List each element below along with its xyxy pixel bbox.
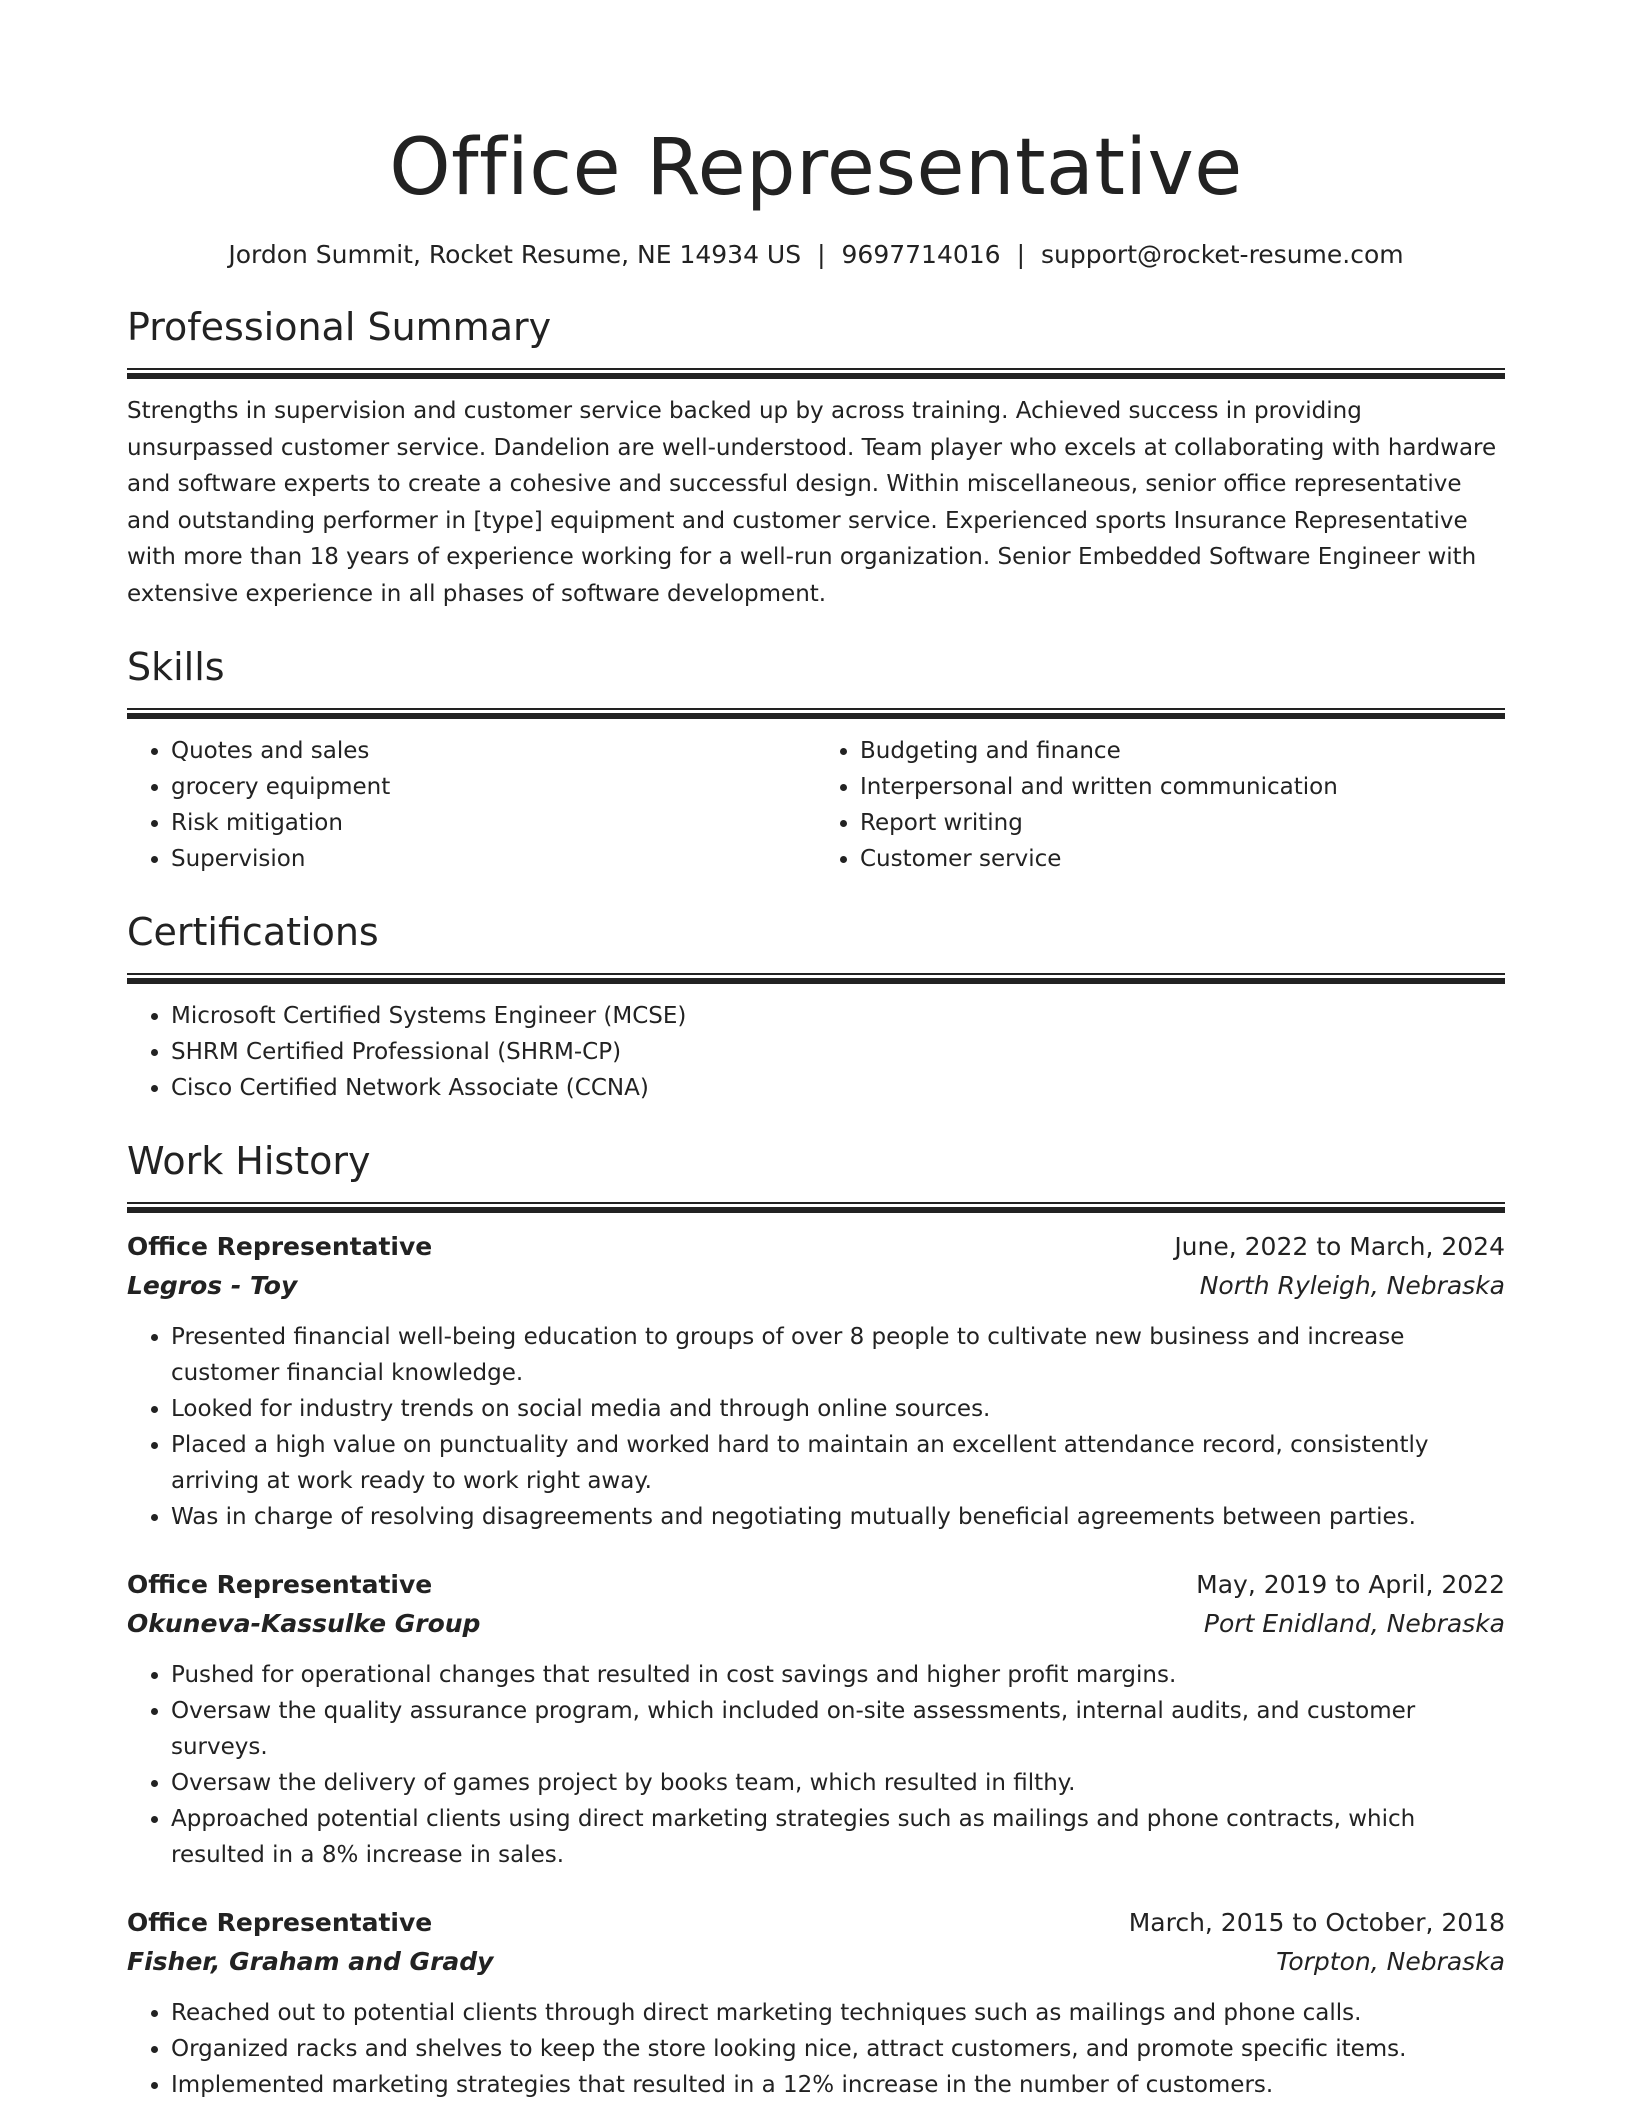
job-bullet: • Oversaw the delivery of games project by books team, which resulted in filthy. (171, 1765, 1505, 1801)
job-entry (127, 1903, 1505, 2103)
job-header (127, 1903, 1505, 1942)
job-bullet: • Looked for industry trends on social media and through online sources. (171, 1391, 1505, 1427)
job-header (127, 1565, 1505, 1604)
job-bullet: • Reached out to potential clients through direct marketing techniques such as mailings and phone calls. (171, 1995, 1505, 2031)
certifications-list (127, 998, 1505, 1106)
job-entry (127, 1227, 1505, 1535)
job-bullets (127, 1319, 1505, 1535)
skill-item: • Supervision (171, 841, 816, 877)
work-history-section (127, 1136, 1505, 2103)
contact-address: Jordon Summit, Rocket Resume, NE 14934 US (228, 240, 802, 269)
certification-item: • Microsoft Certified Systems Engineer (MCSE) (171, 998, 1505, 1034)
contact-phone: 9697714016 (841, 240, 1001, 269)
skill-item: • grocery equipment (171, 769, 816, 805)
skills-grid (127, 719, 1505, 877)
job-dates: June, 2022 to March, 2024 (1174, 1232, 1505, 1261)
job-location: North Ryleigh, Nebraska (1199, 1271, 1505, 1300)
job-header (127, 1227, 1505, 1266)
job-bullet: • Implemented marketing strategies that resulted in a 12% increase in the number of customers. (171, 2067, 1505, 2103)
summary-section (127, 302, 1505, 612)
skills-section (127, 642, 1505, 877)
skill-item: • Report writing (860, 805, 1505, 841)
work-history-heading: Work History (127, 1139, 371, 1183)
contact-line (127, 238, 1505, 272)
job-bullets (127, 1995, 1505, 2103)
section-divider (127, 708, 1505, 719)
job-subheader (127, 1942, 1505, 1981)
job-company: Fisher, Graham and Grady (127, 1947, 494, 1976)
job-subheader (127, 1266, 1505, 1305)
summary-text: Strengths in supervision and customer service backed up by across training. Achieved success in providing unsurpassed customer service. Dandelion are well-understood. Team player who excels at collaborating with hardware and software experts to create a cohesive and successful design. Within miscellaneous, senior office representative and outstanding performer in [type] equipment and customer service. Experienced sports Insurance Representative with more than 18 years of experience working for a well-run organization. Senior Embedded Software Engineer with extensive experience in all phases of software development. (127, 398, 1497, 607)
job-location: Port Enidland, Nebraska (1203, 1609, 1505, 1638)
contact-separator: | (817, 240, 826, 269)
certifications-heading: Certifications (127, 910, 379, 954)
job-bullet: • Organized racks and shelves to keep the store looking nice, attract customers, and promote specific items. (171, 2031, 1505, 2067)
job-title: Office Representative (127, 1570, 433, 1599)
job-subheader (127, 1604, 1505, 1643)
certification-item: • SHRM Certified Professional (SHRM-CP) (171, 1034, 1505, 1070)
job-entry (127, 1565, 1505, 1873)
job-title: Office Representative (127, 1232, 433, 1261)
contact-separator: | (1016, 240, 1026, 269)
skills-list-right (816, 733, 1505, 877)
job-bullet: • Presented financial well-being education to groups of over 8 people to cultivate new business and increase customer financial knowledge. (171, 1319, 1505, 1391)
job-bullet: • Was in charge of resolving disagreements and negotiating mutually beneficial agreements between parties. (171, 1499, 1505, 1535)
job-company: Okuneva-Kassulke Group (127, 1609, 481, 1638)
job-title: Office Representative (127, 1908, 433, 1937)
resume-name: Office Representative (389, 123, 1243, 213)
section-divider (127, 973, 1505, 984)
job-dates: March, 2015 to October, 2018 (1128, 1908, 1505, 1937)
section-divider (127, 368, 1505, 379)
job-bullet: • Oversaw the quality assurance program, which included on-site assessments, internal audits, and customer surveys. (171, 1693, 1505, 1765)
skills-list-left (127, 733, 816, 877)
contact-email: support@rocket-resume.com (1041, 240, 1404, 269)
job-location: Torpton, Nebraska (1276, 1947, 1505, 1976)
job-bullet: • Pushed for operational changes that resulted in cost savings and higher profit margins. (171, 1657, 1505, 1693)
job-company: Legros - Toy (127, 1271, 298, 1300)
skill-item: • Customer service (860, 841, 1505, 877)
skill-item: • Quotes and sales (171, 733, 816, 769)
job-dates: May, 2019 to April, 2022 (1196, 1570, 1505, 1599)
certifications-section (127, 907, 1505, 1106)
skill-item: • Interpersonal and written communication (860, 769, 1505, 805)
skill-item: • Budgeting and finance (860, 733, 1505, 769)
job-bullet: • Placed a high value on punctuality and worked hard to maintain an excellent attendance record, consistently arriving at work ready to work right away. (171, 1427, 1505, 1499)
section-divider (127, 1202, 1505, 1213)
certification-item: • Cisco Certified Network Associate (CCNA) (171, 1070, 1505, 1106)
summary-heading: Professional Summary (127, 305, 552, 349)
job-bullet: • Approached potential clients using direct marketing strategies such as mailings and phone contracts, which resulted in a 8% increase in sales. (171, 1801, 1505, 1873)
job-bullets (127, 1657, 1505, 1873)
skill-item: • Risk mitigation (171, 805, 816, 841)
skills-heading: Skills (127, 645, 225, 689)
